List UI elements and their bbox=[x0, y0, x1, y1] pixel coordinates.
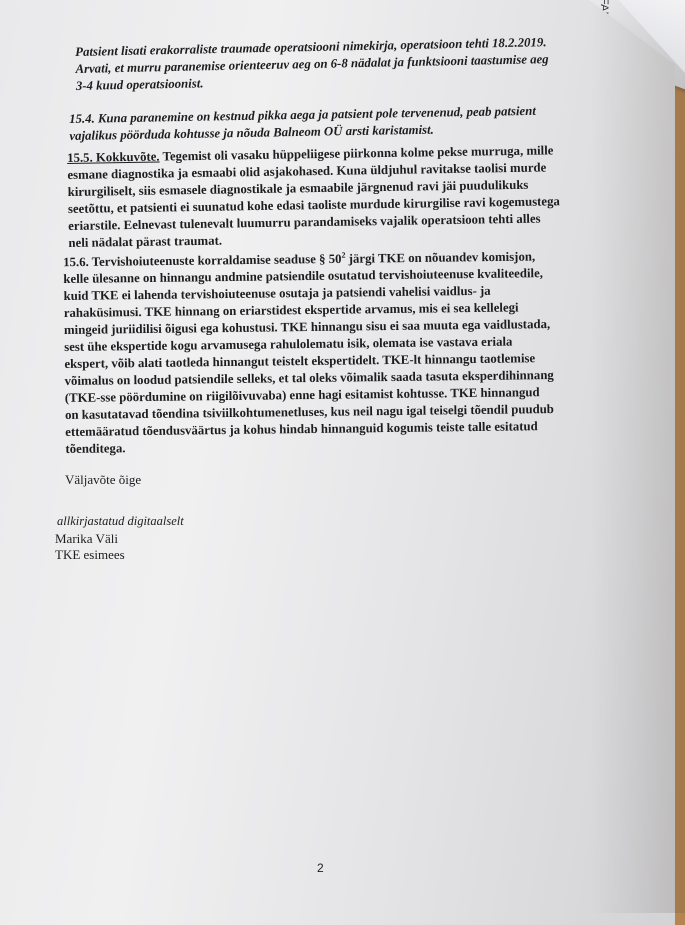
text-line: mingeid juriidilisi õigusi ega kohustusi. TKE hinnangu sisu ei saa muuta ega vaidlustada, bbox=[63, 317, 551, 338]
signer-name: Marika Väli bbox=[55, 531, 118, 546]
text-fragment: 15.6. Tervishoiuteenuste korraldamise seaduse § 50 bbox=[63, 251, 342, 270]
extract-note: Väljavõte õige bbox=[65, 472, 142, 487]
text-line: Arvati, et murru paranemise orienteeruv aeg on 6-8 nädalat ja funktsiooni taastumise aeg bbox=[75, 52, 549, 76]
signer-title: TKE esimees bbox=[55, 547, 125, 562]
paragraph-15-3 bbox=[75, 34, 549, 95]
text-line: 3-4 kuud operatsioonist. bbox=[75, 76, 204, 93]
paragraph-15-6 bbox=[63, 244, 555, 458]
text-line: tõenditega. bbox=[65, 441, 126, 457]
paragraph-15-4 bbox=[69, 103, 536, 145]
text-line: kelle ülesanne on hinnangu andmine patsiendile osutatud tervishoiuteenuse kvaliteedile, bbox=[63, 266, 544, 287]
paragraph-15-5 bbox=[67, 142, 561, 252]
text-line: võimalus on loodud patsiendile selleks, et tal oleks võimalik saada tasuta eksperdihinnang bbox=[64, 368, 554, 389]
page-number: 2 bbox=[317, 861, 324, 875]
text-line: eriarstile. Eelnevast tulenevalt luumurru parandamiseks vajalik operatsioon tehti alles bbox=[68, 211, 541, 233]
text-fragment: järgi TKE on nõuandev komisjon, bbox=[345, 249, 536, 266]
text-line: vajalikus pöörduda kohtusse ja nõuda Balneom OÜ arsti karistamist. bbox=[69, 122, 434, 143]
text-line: sest ühe ekspertide kogu arvamusega rahulolematu isik, olemata ise vastava eriala bbox=[64, 334, 513, 355]
section-title: 15.5. Kokkuvõte. bbox=[67, 149, 160, 165]
text-line: seetõttu, et patsienti ei suunatud kohe edasi taoliste murdude kirurgilise ravi kogemustega bbox=[67, 194, 560, 216]
text-line: (TKE-sse pöördumine on riigilõivuvaba) enne hagi esitamist kohtusse. TKE hinnangud bbox=[64, 385, 540, 406]
signed-note: allkirjastatud digitaalselt bbox=[57, 514, 184, 528]
text-line: 15.4. Kuna paranemine on kestnud pikka aega ja patsient pole tervenenud, peab patsient bbox=[69, 103, 536, 126]
text-line: neli nädalat pärast traumat. bbox=[68, 233, 223, 250]
text-line: esmane diagnostika ja esmaabi olid asjakohased. Kuna üldjuhul ravitakse taolisi murde bbox=[67, 160, 547, 182]
text-line: ettemääratud tõendusväärtus ja kohus hindab hinnanguid kogumis teiste talle esitatud bbox=[65, 419, 538, 440]
text-line: kuid TKE ei lahenda tervishoiuteenuse osutaja ja patsiendi vahelisi vaidlus- ja bbox=[63, 284, 491, 304]
text-line: ekspert, võib alati taotleda hinnangut teistelt ekspertidelt. TKE-lt hinnangu taotlemise bbox=[64, 351, 536, 372]
text-line: Patsient lisati erakorraliste traumade operatsiooni nimekirja, operatsioon tehti 18.2.2019. bbox=[75, 35, 547, 59]
text-line: kirurgiliselt, siis esmasele diagnostikale ja esmaabile järgnenud ravi jäi puudulikuks bbox=[67, 177, 529, 199]
text-line: rahaküsimusi. TKE hinnang on eriarstidest ekspertide arvamus, mis ei sea kellelegi bbox=[63, 300, 519, 321]
text-line: on kasutatavad tõendina tsiviilkohtumenetluses, kus neil nagu igal teiselgi tõendil puudub bbox=[64, 402, 554, 423]
text-fragment: Tegemist oli vasaku hüppeliigese piirkonna kolme pekse murruga, mille bbox=[159, 143, 554, 164]
superscript: 2 bbox=[341, 250, 346, 260]
